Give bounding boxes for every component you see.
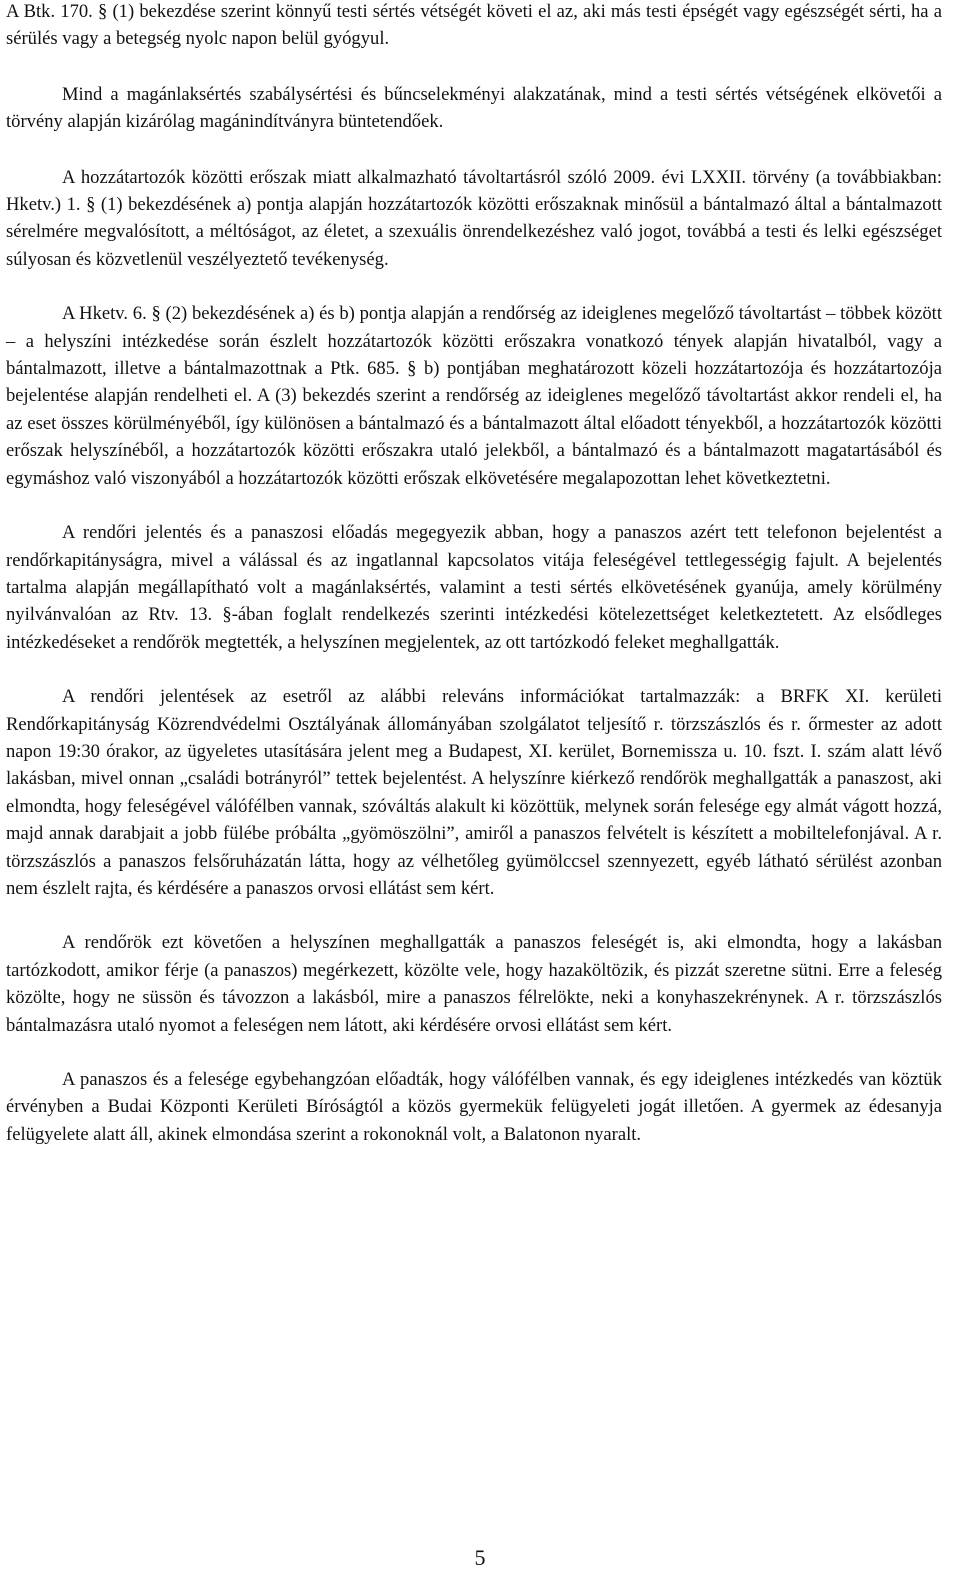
paragraph-wife-statement: A rendőrök ezt követően a helyszínen meghallgatták a panaszos feleségét is, aki elmondta, hogy a lakásban tartózkodott, amikor férje (a panaszos) megérkezett, közölte vele, hogy hazaköltözik, és pizzát szeretne sütni. Erre a feleség közölte, hogy ne süssön és távozzon a lakásból, mire a panaszos félrelökte, neki a konyhaszekrénynek. A r. törzszászlós bántalmazásra utaló nyomot a feleségen nem látott, aki kérdésére orvosi ellátást sem kért. [6, 932, 942, 1036]
paragraph-hketv-6: A Hketv. 6. § (2) bekezdésének a) és b) pontja alapján a rendőrség az ideiglenes megelőző távoltartást – többek között – a helyszíni intézkedése során észlelt hozzátartozók közötti erőszakra vonatkozó tények alapján hivatalból, vagy a bántalmazott, illetve a bántalmazottnak a Ptk. 685. § b) pontjában meghatározott közeli hozzátartozója és hozzátartozója bejelentése alapján rendelheti el. A (3) bekezdés szerint a rendőrség az ideiglenes megelőző távoltartást akkor rendeli el, ha az eset összes körülményéből, így különösen a bántalmazó és a bántalmazott által előadott tényekből, a hozzátartozók közötti erőszak helyszínéből, a hozzátartozók közötti erőszakra utaló jelekből, a bántalmazó és a bántalmazott magatartásából és egymáshoz való viszonyából a hozzátartozók közötti erőszak elkövetésére megalapozottan lehet következtetni. [6, 303, 942, 489]
page-number: 5 [474, 1545, 486, 1570]
paragraph-divorce: A panaszos és a felesége egybehangzóan előadták, hogy válófélben vannak, és egy ideiglenes intézkedés van köztük érvényben a Budai Központi Kerületi Bíróságtól a közös gyermekük felügyeleti jogát illetően. A gyermek az édesanyja felügyelete alatt áll, akinek elmondása szerint a rokonoknál volt, a Balatonon nyaralt. [6, 1069, 942, 1145]
paragraph-maganindítvany: Mind a magánlaksértés szabálysértési és bűncselekményi alakzatának, mind a testi sértés vétségének elkövetői a törvény alapján kizárólag magánindítványra büntetendőek. [6, 83, 942, 133]
paragraph-hketv-definition: A hozzátartozók közötti erőszak miatt alkalmazható távoltartásról szóló 2009. évi LXXII. törvény (a továbbiakban: Hketv.) 1. § (1) bekezdésének a) pontja alapján hozzátartozók közötti erőszaknak minősül a bántalmazó által a bántalmazott sérelmére megvalósított, a méltóságot, az életet, a szexuális önrendelkezéshez való jogot, továbbá a testi és lelki egészséget súlyosan és közvetlenül veszélyeztető tevékenység. [6, 166, 942, 270]
paragraph-police-details: A rendőri jelentések az esetről az alábbi releváns információkat tartalmazzák: a BRFK XI. kerületi Rendőrkapitányság Közrendvédelmi Osztályának állományában szolgálatot teljesítő r. törzszászlós és r. őrmester az adott napon 19:30 órakor, az ügyeletes utasítására jelent meg a Budapest, XI. kerület, Bornemissza u. 10. fszt. I. szám alatt lévő lakásban, mivel onnan „családi botrányról” tettek bejelentést. A helyszínre kiérkező rendőrök meghallgatták a panaszost, aki elmondta, hogy feleségével válófélben vannak, szóváltás alakult ki közöttük, melynek során felesége egy almát vágott hozzá, majd annak darabjait a jobb fülébe próbálta „gyömöszölni”, amiről a panaszos felvételt is készített a mobiltelefonjával. A r. törzszászlós a panaszos felsőruházatán látta, hogy az vélhetőleg gyümölccsel szennyezett, egyéb látható sérülést azonban nem észlelt rajta, és kérdésére a panaszos orvosi ellátást sem kért. [6, 686, 942, 899]
paragraph-btk-170: A Btk. 170. § (1) bekezdése szerint könnyű testi sértés vétségét követi el az, aki más testi épségét vagy egészségét sérti, ha a sérülés vagy a betegség nyolc napon belül gyógyul. [6, 1, 942, 50]
paragraph-police-report: A rendőri jelentés és a panaszosi előadás megegyezik abban, hogy a panaszos azért tett telefonon bejelentést a rendőrkapitányságra, mivel a válással és az ingatlannal kapcsolatos vitája feleségével tettlegességig fajult. A bejelentés tartalma alapján megállapítható volt a magánlaksértés, valamint a testi sértés elkövetésének gyanúja, amely körülmény nyilvánvalóan az Rtv. 13. §-ában foglalt rendelkezés szerinti intézkedési kötelezettséget keletkeztetett. Az elsődleges intézkedéseket a rendőrök megtették, a helyszínen megjelentek, az ott tartózkodó feleket meghallgatták. [6, 522, 942, 653]
document-page [6, 0, 942, 1148]
